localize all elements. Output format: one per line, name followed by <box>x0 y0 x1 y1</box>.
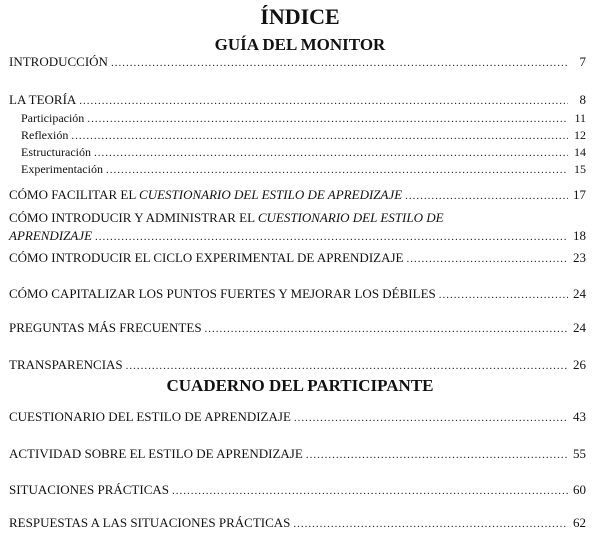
toc-page-number: 11 <box>574 111 586 125</box>
toc-entry-teoria[interactable] <box>9 92 586 109</box>
toc-entry-transparencias[interactable] <box>9 357 586 374</box>
toc-page-number: 62 <box>573 515 586 530</box>
toc-page-number: 24 <box>573 320 586 335</box>
leader-dots <box>111 55 568 71</box>
toc-label: PREGUNTAS MÁS FRECUENTES <box>9 320 202 335</box>
toc-label: Estructuración <box>21 145 91 159</box>
toc-label: Experimentación <box>21 162 103 176</box>
toc-label: Participación <box>21 111 85 125</box>
leader-dots <box>294 410 568 426</box>
leader-dots <box>293 516 568 532</box>
toc-page-number: 18 <box>573 228 586 243</box>
leader-dots <box>106 162 568 178</box>
leader-dots <box>71 128 568 144</box>
toc-label-plain: CÓMO FACILITAR EL <box>9 187 140 202</box>
leader-dots <box>79 93 568 109</box>
toc-label: INTRODUCCIÓN <box>9 54 108 69</box>
toc-page-number: 12 <box>574 128 586 142</box>
toc-page-number: 24 <box>573 286 586 301</box>
toc-page-number: 15 <box>574 162 586 176</box>
index-title: ÍNDICE <box>260 4 340 29</box>
toc-label <box>9 228 92 244</box>
toc-label: CUESTIONARIO DEL ESTILO DE APRENDIZAJE <box>9 409 291 424</box>
leader-dots <box>87 111 568 127</box>
toc-label <box>9 187 402 203</box>
toc-page-number: 17 <box>573 187 586 202</box>
leader-dots <box>405 188 568 204</box>
toc-entry-cuestionario[interactable] <box>9 409 586 426</box>
toc-entry-capitalizar[interactable] <box>9 286 586 303</box>
toc-page-number: 26 <box>573 357 586 372</box>
leader-dots <box>126 358 568 374</box>
toc-entry-ciclo[interactable] <box>9 250 586 267</box>
leader-dots <box>439 287 568 303</box>
toc-page-number: 23 <box>573 250 586 265</box>
leader-dots <box>306 447 568 463</box>
leader-dots <box>95 229 568 245</box>
toc-entry-situaciones[interactable] <box>9 482 586 499</box>
toc-label-plain: CÓMO INTRODUCIR Y ADMINISTRAR EL <box>9 210 258 225</box>
toc-label: Reflexión <box>21 128 69 142</box>
toc-page-number: 60 <box>573 482 586 497</box>
toc-label-italic: CUESTIONARIO DEL ESTILO DE <box>257 210 444 225</box>
toc-label: LA TEORÍA <box>9 92 77 107</box>
toc-entry-actividad[interactable] <box>9 446 586 463</box>
leader-dots <box>94 145 568 161</box>
toc-page-number: 7 <box>579 54 586 69</box>
toc-label-italic: CUESTIONARIO DEL ESTILO DE APREDIZAJE <box>139 187 403 202</box>
toc-entry-preguntas[interactable] <box>9 320 586 337</box>
toc-entry-experimentacion[interactable] <box>21 161 586 178</box>
section-guia-monitor: GUÍA DEL MONITOR <box>214 35 386 54</box>
section-cuaderno-participante: CUADERNO DEL PARTICIPANTE <box>166 376 434 395</box>
toc-entry-estructuracion[interactable] <box>21 144 586 161</box>
leader-dots <box>172 483 568 499</box>
toc-label: SITUACIONES PRÁCTICAS <box>9 482 169 497</box>
toc-entry-introducir-line1[interactable] <box>9 210 586 226</box>
leader-dots <box>205 321 568 337</box>
toc-entry-respuestas[interactable] <box>9 515 586 532</box>
toc-entry-introducir-admin[interactable] <box>9 228 586 245</box>
toc-page-number: 14 <box>574 145 586 159</box>
toc-entry-facilitar[interactable] <box>9 187 586 204</box>
toc-page-number: 55 <box>573 446 586 461</box>
toc-label: CÓMO CAPITALIZAR LOS PUNTOS FUERTES Y MEJORAR LOS DÉBILES <box>9 286 436 301</box>
toc-label-italic: APRENDIZAJE <box>9 228 93 243</box>
toc-entry-participacion[interactable] <box>21 110 586 127</box>
leader-dots <box>406 251 568 267</box>
toc-label: ACTIVIDAD SOBRE EL ESTILO DE APRENDIZAJE <box>9 446 303 461</box>
toc-label: CÓMO INTRODUCIR EL CICLO EXPERIMENTAL DE APRENDIZAJE <box>9 250 404 265</box>
toc-label: RESPUESTAS A LAS SITUACIONES PRÁCTICAS <box>9 515 291 530</box>
toc-page-number: 43 <box>573 409 586 424</box>
toc-label: TRANSPARENCIAS <box>9 357 123 372</box>
toc-page-number: 8 <box>579 92 586 107</box>
toc-entry-reflexion[interactable] <box>21 127 586 144</box>
toc-entry-introduccion[interactable] <box>9 54 586 71</box>
